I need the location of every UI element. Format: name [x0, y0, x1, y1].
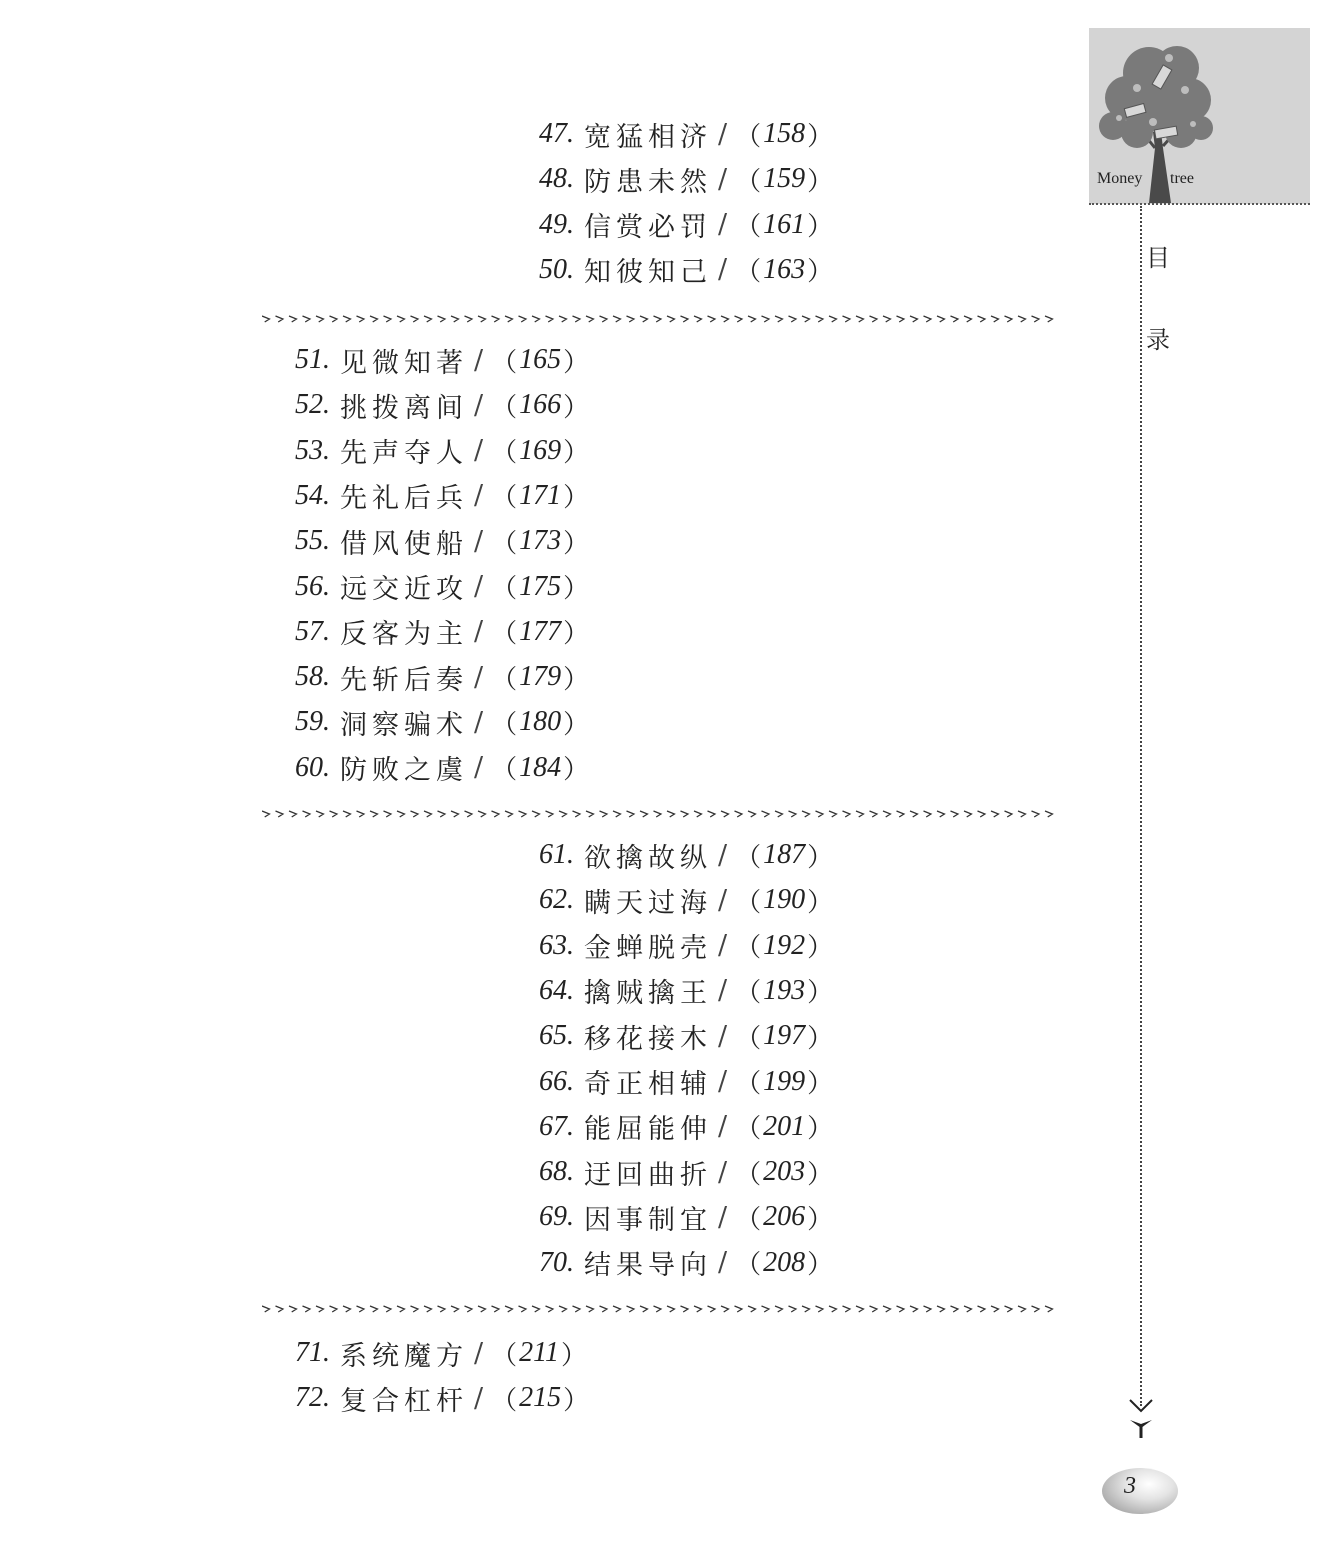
close-paren: ） [563, 574, 590, 604]
open-paren: （ [491, 392, 518, 423]
close-paren: ） [563, 483, 590, 514]
entry-separator: / [718, 930, 728, 962]
entry-page-number: 201 [763, 1110, 806, 1142]
entry-title: 见微知著 [340, 347, 468, 379]
toc-entry [522, 114, 833, 154]
open-paren: （ [735, 978, 762, 1009]
close-paren: ） [563, 664, 590, 695]
open-paren: （ [735, 166, 762, 197]
entry-title: 擒贼擒王 [584, 978, 712, 1010]
entry-title: 迂回曲折 [584, 1159, 712, 1191]
close-paren: ） [807, 887, 834, 918]
entry-page-number: 192 [763, 929, 806, 961]
entry-title: 瞒天过海 [584, 887, 712, 919]
entry-title: 能屈能伸 [584, 1114, 712, 1146]
entry-separator: / [718, 1020, 728, 1052]
toc-entry [278, 431, 589, 471]
entry-page-number: 215 [519, 1382, 562, 1414]
chevron-down-icon [1126, 1398, 1156, 1442]
sidebar-label-mu: 目 [1146, 244, 1170, 272]
open-paren: （ [735, 1069, 762, 1099]
entry-title: 挑拨离间 [340, 392, 468, 424]
entry-page-number: 199 [763, 1065, 806, 1097]
close-paren: ） [563, 709, 590, 740]
entry-title: 借风使船 [340, 528, 468, 560]
toc-entry [522, 880, 833, 920]
entry-separator: / [474, 571, 484, 602]
entry-number: 70. [539, 1246, 574, 1278]
entry-number: 61. [539, 839, 574, 870]
close-paren: ） [807, 1159, 834, 1190]
entry-page-number: 184 [519, 751, 562, 783]
entry-title: 防患未然 [584, 166, 712, 198]
open-paren: （ [735, 1159, 762, 1190]
section-divider [262, 312, 1070, 326]
entry-page-number: 159 [763, 163, 806, 195]
entry-title: 系统魔方 [340, 1340, 468, 1372]
entry-number: 52. [295, 389, 330, 421]
entry-number: 56. [295, 570, 330, 602]
entry-number: 64. [539, 974, 574, 1006]
entry-number: 65. [539, 1020, 574, 1052]
toc-entry [522, 250, 833, 290]
toc-entry [278, 567, 589, 607]
entry-number: 66. [539, 1065, 574, 1097]
close-paren: ） [563, 1385, 590, 1416]
toc-entry [522, 159, 833, 199]
entry-number: 62. [539, 884, 574, 916]
money-tree-logo [1089, 28, 1310, 204]
close-paren: ） [807, 166, 834, 197]
entry-title: 金蝉脱壳 [584, 933, 712, 965]
entry-separator: / [474, 616, 484, 648]
open-paren: （ [491, 1340, 518, 1371]
open-paren: （ [491, 664, 518, 695]
entry-number: 55. [295, 525, 330, 557]
toc-entry [278, 1333, 587, 1373]
entry-title: 信赏必罚 [584, 212, 712, 244]
entry-number: 67. [539, 1110, 574, 1142]
toc-entry [278, 1378, 589, 1418]
entry-number: 60. [295, 751, 330, 783]
entry-page-number: 177 [519, 615, 562, 647]
entry-separator: / [718, 1201, 728, 1233]
entry-separator: / [474, 706, 484, 738]
toc-entry [522, 971, 833, 1011]
close-paren: ） [563, 347, 590, 378]
entry-title: 先斩后奏 [340, 664, 468, 696]
entry-separator: / [474, 344, 484, 376]
toc-entry [522, 1197, 833, 1237]
open-paren: （ [735, 212, 762, 243]
entry-page-number: 211 [519, 1337, 560, 1368]
section-divider [262, 1302, 1070, 1316]
open-paren: （ [491, 619, 518, 650]
toc-entry [278, 702, 589, 742]
entry-title: 结果导向 [584, 1250, 712, 1282]
open-paren: （ [735, 842, 762, 873]
entry-page-number: 187 [763, 839, 806, 870]
close-paren: ） [807, 257, 834, 288]
entry-separator: / [718, 975, 728, 1007]
entry-number: 71. [295, 1337, 330, 1368]
close-paren: ） [807, 212, 834, 243]
open-paren: （ [735, 1250, 762, 1281]
entry-page-number: 180 [519, 706, 562, 738]
entry-page-number: 208 [763, 1246, 806, 1278]
open-paren: （ [735, 1204, 762, 1235]
open-paren: （ [735, 887, 762, 918]
open-paren: （ [735, 121, 762, 152]
close-paren: ） [807, 1204, 834, 1235]
entry-separator: / [718, 254, 728, 286]
entry-title: 复合杠杆 [340, 1385, 468, 1417]
toc-entry [278, 748, 589, 788]
close-paren: ） [563, 438, 590, 469]
logo-word-money: Money [1097, 170, 1143, 187]
close-paren: ） [563, 392, 590, 423]
entry-separator: / [718, 839, 728, 871]
close-paren: ） [807, 842, 834, 873]
entry-separator: / [474, 661, 484, 693]
close-paren: ） [563, 755, 590, 786]
entry-number: 69. [539, 1201, 574, 1233]
entry-title: 知彼知己 [584, 257, 712, 289]
toc-entry [522, 1152, 833, 1192]
close-paren: ） [807, 978, 834, 1009]
entry-page-number: 161 [763, 208, 806, 240]
entry-separator: / [718, 1156, 728, 1188]
entry-title: 先声夺人 [340, 438, 468, 470]
entry-title: 欲擒故纵 [584, 842, 712, 874]
logo-word-tree: tree [1170, 170, 1194, 187]
toc-entry [522, 1107, 833, 1147]
close-paren: ） [807, 121, 834, 152]
toc-entry [278, 476, 589, 516]
close-paren: ） [807, 1114, 834, 1145]
entry-number: 50. [539, 253, 574, 285]
entry-separator: / [718, 209, 728, 241]
entry-page-number: 206 [763, 1201, 806, 1233]
toc-entry [522, 1062, 833, 1102]
entry-title: 因事制宜 [584, 1204, 712, 1236]
open-paren: （ [491, 483, 518, 514]
entry-number: 51. [295, 344, 330, 375]
entry-separator: / [718, 118, 728, 150]
open-paren: （ [491, 438, 518, 469]
toc-entry [522, 835, 833, 875]
entry-separator: / [474, 752, 484, 784]
entry-number: 68. [539, 1156, 574, 1188]
close-paren: ） [807, 1069, 834, 1099]
entry-page-number: 190 [763, 884, 806, 916]
entry-title: 远交近攻 [340, 574, 468, 605]
open-paren: （ [735, 933, 762, 964]
open-paren: （ [491, 347, 518, 378]
toc-entry [522, 926, 833, 966]
entry-page-number: 163 [763, 253, 806, 285]
entry-separator: / [474, 1382, 484, 1414]
entry-number: 54. [295, 479, 330, 511]
logo-dotted-underline [1089, 203, 1310, 205]
entry-title: 反客为主 [340, 619, 468, 651]
entry-separator: / [474, 435, 484, 467]
entry-separator: / [718, 163, 728, 195]
open-paren: （ [735, 1114, 762, 1145]
sidebar-label-lu: 录 [1146, 326, 1170, 354]
entry-separator: / [718, 884, 728, 916]
close-paren: ） [563, 619, 590, 650]
entry-title: 奇正相辅 [584, 1069, 712, 1100]
toc-entry [522, 1016, 833, 1056]
entry-separator: / [718, 1066, 728, 1097]
toc-entry [278, 521, 589, 561]
page-number-badge [1102, 1468, 1178, 1514]
entry-page-number: 166 [519, 389, 562, 421]
close-paren: ） [807, 933, 834, 964]
open-paren: （ [735, 1023, 762, 1054]
toc-entry [278, 385, 589, 425]
entry-number: 47. [539, 118, 574, 149]
entry-page-number: 158 [763, 118, 806, 149]
entry-number: 53. [295, 434, 330, 466]
entry-page-number: 203 [763, 1156, 806, 1188]
entry-separator: / [474, 480, 484, 512]
entry-number: 72. [295, 1382, 330, 1414]
entry-page-number: 193 [763, 974, 806, 1006]
entry-title: 洞察骗术 [340, 709, 468, 741]
open-paren: （ [491, 528, 518, 559]
entry-separator: / [474, 389, 484, 421]
close-paren: ） [807, 1023, 834, 1054]
sidebar-dotted-line [1140, 206, 1142, 1406]
close-paren: ） [561, 1340, 588, 1371]
toc-entry [278, 657, 589, 697]
entry-page-number: 175 [519, 570, 562, 602]
entry-page-number: 173 [519, 525, 562, 557]
entry-number: 63. [539, 929, 574, 961]
toc-entry [278, 612, 589, 652]
open-paren: （ [491, 755, 518, 786]
open-paren: （ [491, 574, 518, 604]
entry-number: 59. [295, 706, 330, 738]
open-paren: （ [491, 1385, 518, 1416]
entry-number: 57. [295, 615, 330, 647]
entry-separator: / [474, 1337, 484, 1369]
entry-title: 移花接木 [584, 1023, 712, 1055]
open-paren: （ [491, 709, 518, 740]
entry-page-number: 169 [519, 434, 562, 466]
entry-number: 48. [539, 163, 574, 195]
section-divider [262, 807, 1070, 821]
entry-page-number: 197 [763, 1020, 806, 1052]
close-paren: ） [563, 528, 590, 559]
entry-separator: / [718, 1247, 728, 1279]
entry-number: 58. [295, 661, 330, 693]
entry-separator: / [718, 1111, 728, 1143]
entry-page-number: 171 [519, 479, 562, 511]
entry-title: 先礼后兵 [340, 483, 468, 515]
toc-entry [278, 340, 589, 380]
open-paren: （ [735, 257, 762, 288]
page-number: 3 [1124, 1473, 1136, 1499]
entry-page-number: 179 [519, 661, 562, 693]
toc-entry [522, 1243, 833, 1283]
toc-entry [522, 205, 833, 245]
entry-title: 防败之虞 [340, 755, 468, 787]
entry-title: 宽猛相济 [584, 121, 712, 153]
entry-page-number: 165 [519, 344, 562, 375]
close-paren: ） [807, 1250, 834, 1281]
entry-number: 49. [539, 208, 574, 240]
entry-separator: / [474, 525, 484, 557]
